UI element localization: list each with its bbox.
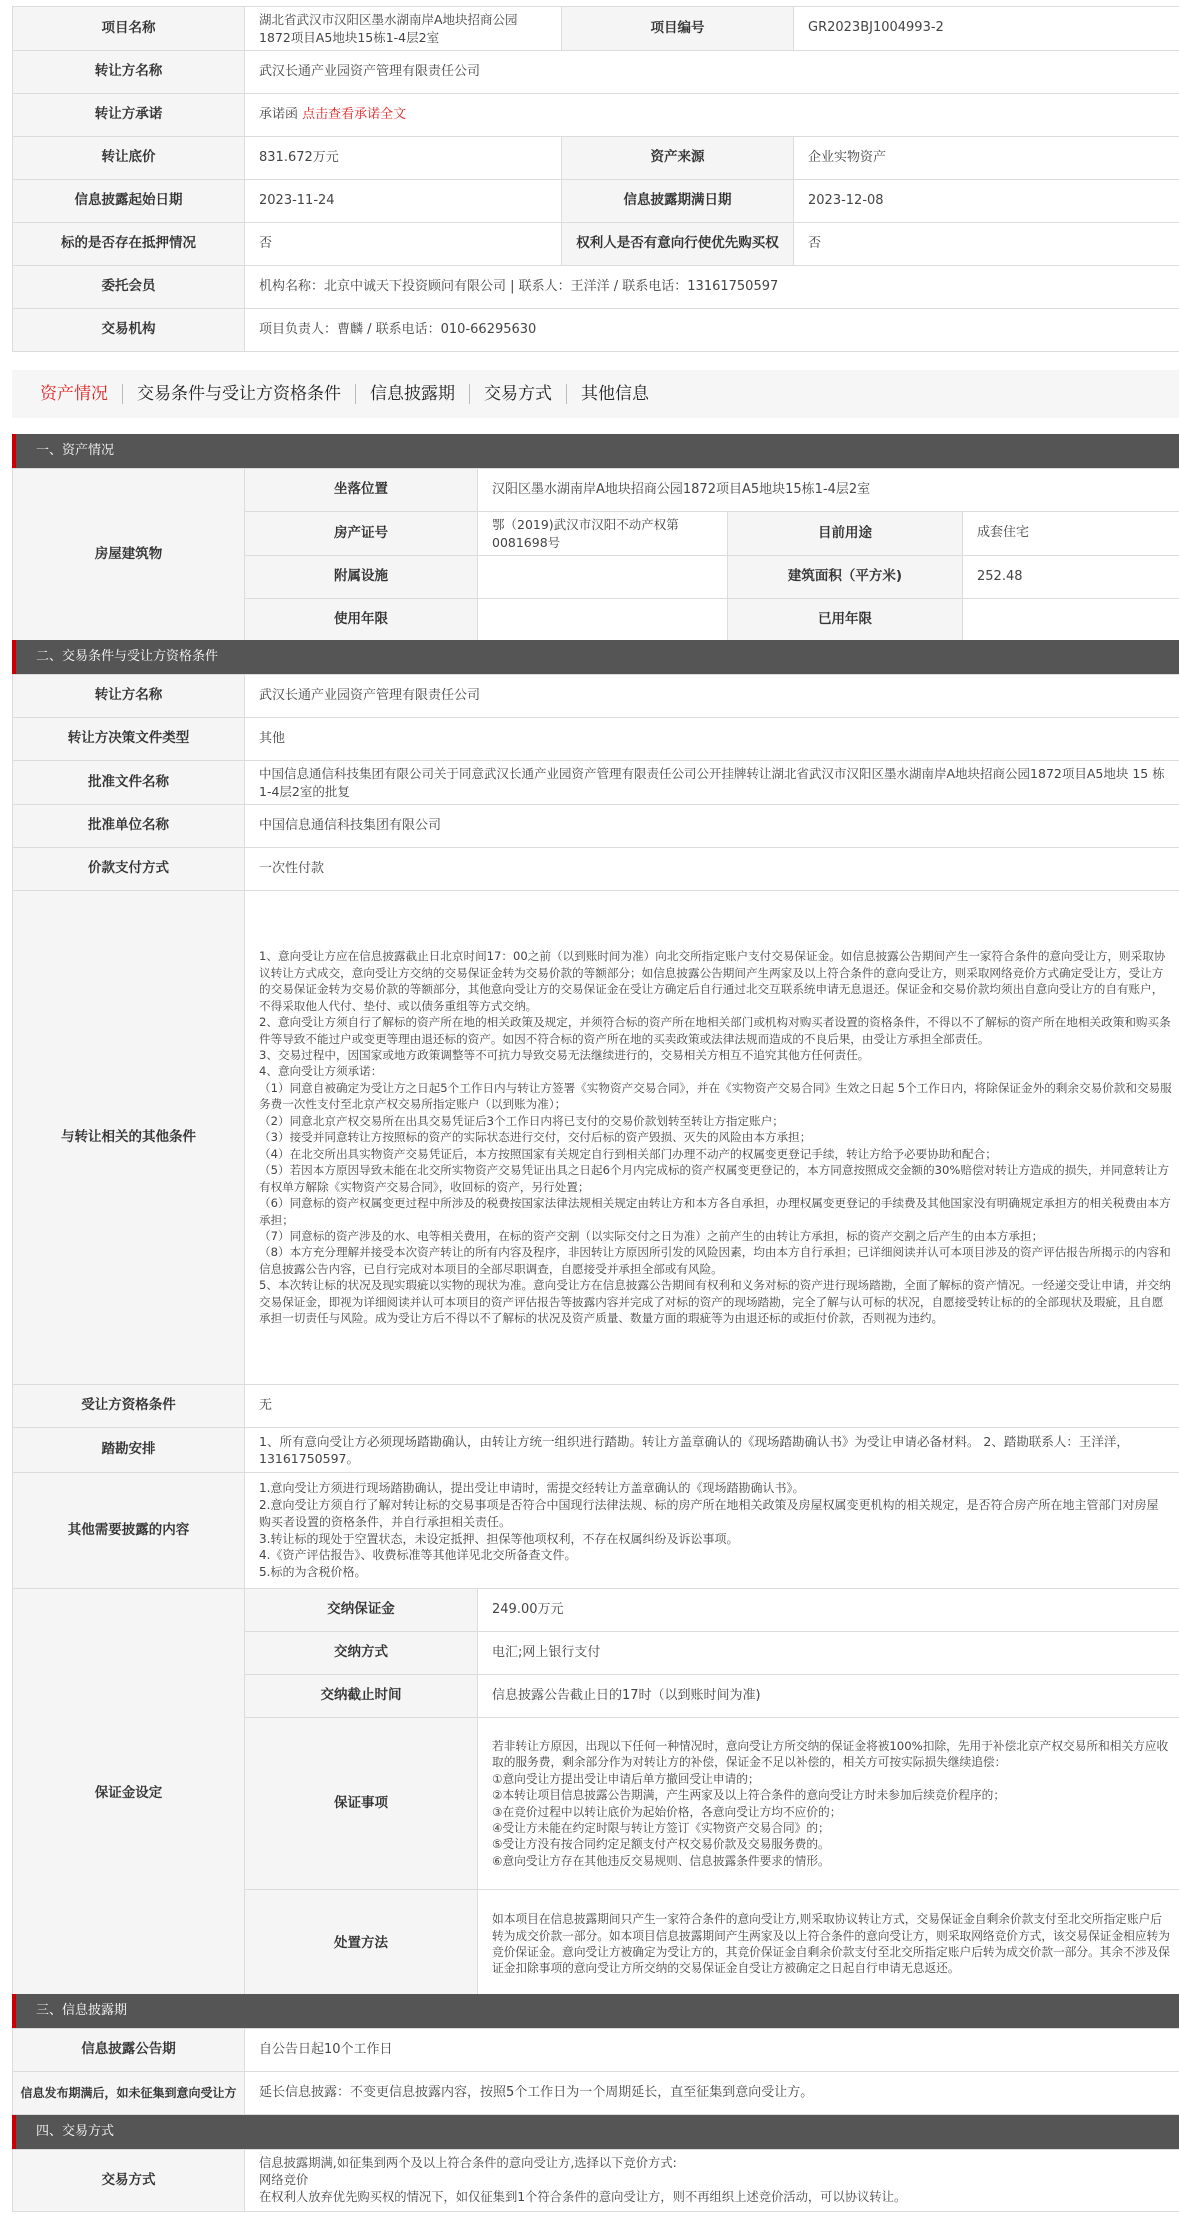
table-row bbox=[13, 891, 1179, 1385]
table-row bbox=[13, 805, 1179, 848]
usage-value: 成套住宅 bbox=[963, 512, 1179, 556]
disclosure-content-value: 1.意向受让方须进行现场踏勘确认，提出受让申请时，需提交经转让方盖章确认的《现场踏勘确认书》。 2.意向受让方须自行了解对转让标的交易事项是否符合中国现行法律法规、标的房产所在地相关政策及房屋权属变更机构的相关规定，是否符合房产所在地主管部门对房屋购买者设置的资格条件，并自行承担相关责任。 3.转让标的现处于空置状态，未设定抵押、担保等他项权利，不存在权属纠纷及诉讼事项。 4.《资产评估报告》、收费标准等其他详见北交所备查文件。 5.标的为含税价格。 bbox=[245, 1473, 1179, 1589]
deposit-amount-value: 249.00万元 bbox=[478, 1589, 1179, 1632]
qualification-label: 受让方资格条件 bbox=[13, 1385, 245, 1428]
trade-method-label: 交易方式 bbox=[13, 2150, 245, 2212]
disclosure-table bbox=[12, 2028, 1179, 2115]
no-buyer-value: 延长信息披露：不变更信息披露内容，按照5个工作日为一个周期延长，直至征集到意向受让方。 bbox=[245, 2072, 1179, 2115]
priority-right-label: 权利人是否有意向行使优先购买权 bbox=[562, 223, 794, 266]
table-row bbox=[13, 848, 1179, 891]
conditions-table bbox=[12, 674, 1179, 1999]
inspection-value: 1、所有意向受让方必须现场踏勘确认，由转让方统一组织进行踏勘。转让方盖章确认的《现场踏勘确认书》为受让申请必备材料。 2、踏勘联系人：王洋洋，13161750597。 bbox=[245, 1428, 1179, 1473]
deposit-way-value: 电汇;网上银行支付 bbox=[478, 1632, 1179, 1675]
decision-type-value: 其他 bbox=[245, 718, 1179, 761]
transferor-label: 转让方名称 bbox=[13, 51, 245, 94]
table-row bbox=[13, 137, 1179, 180]
facilities-value bbox=[478, 556, 728, 599]
table-row bbox=[13, 180, 1179, 223]
disclosure-start-label: 信息披露起始日期 bbox=[13, 180, 245, 223]
table-row bbox=[13, 2150, 1179, 2212]
deposit-deadline-value: 信息披露公告截止日的17时（以到账时间为准) bbox=[478, 1675, 1179, 1718]
table-row bbox=[13, 675, 1179, 718]
table-row bbox=[13, 1589, 1179, 1632]
disclosure-end-label: 信息披露期满日期 bbox=[562, 180, 794, 223]
qualification-value: 无 bbox=[245, 1385, 1179, 1428]
table-row bbox=[13, 1473, 1179, 1589]
cert-label: 房产证号 bbox=[245, 512, 478, 556]
usage-label: 目前用途 bbox=[728, 512, 963, 556]
service-life-label: 使用年限 bbox=[245, 599, 478, 642]
tab-disclosure[interactable]: 信息披露期 bbox=[355, 384, 469, 404]
trade-table bbox=[12, 2149, 1179, 2212]
disclosure-content-label: 其他需要披露的内容 bbox=[13, 1473, 245, 1589]
used-life-value bbox=[963, 599, 1179, 642]
project-name-label: 项目名称 bbox=[13, 7, 245, 51]
project-code-label: 项目编号 bbox=[562, 7, 794, 51]
service-life-value bbox=[478, 599, 728, 642]
cert-value: 鄂（2019)武汉市汉阳不动产权第0081698号 bbox=[478, 512, 728, 556]
disclosure-start-value: 2023-11-24 bbox=[245, 180, 562, 223]
table-row bbox=[13, 309, 1179, 352]
tab-other[interactable]: 其他信息 bbox=[566, 384, 663, 404]
guarantee-value: 若非转让方原因，出现以下任何一种情况时，意向受让方所交纳的保证金将被100%扣除，先用于补偿北京产权交易所和相关方应收取的服务费，剩余部分作为对转让方的补偿，保证金不足以补偿的，相关方可按实际损失继续追偿： ①意向受让方提出受让申请后单方撤回受让申请的； ②本转让项目信息披露公告期满，产生两家及以上符合条件的意向受让方时未参加后续竞价程序的； ③在竞价过程中以转让底价为起始价格，各意向受让方均不应价的； ④受让方未能在约定时限与转让方签订《实物资产交易合同》的； ⑤受让方没有按合同约定足额支付产权交易价款及交易服务费的。 ⑥意向受让方存在其他违反交易规则、信息披露条件要求的情形。 bbox=[478, 1718, 1179, 1890]
table-row bbox=[13, 1385, 1179, 1428]
priority-right-value: 否 bbox=[794, 223, 1179, 266]
base-price-value: 831.672万元 bbox=[245, 137, 562, 180]
project-name-value: 湖北省武汉市汉阳区墨水湖南岸A地块招商公园1872项目A5地块15栋1-4层2室 bbox=[245, 7, 562, 51]
payment-method-label: 价款支付方式 bbox=[13, 848, 245, 891]
table-row bbox=[13, 94, 1179, 137]
decision-type-label: 转让方决策文件类型 bbox=[13, 718, 245, 761]
deposit-amount-label: 交纳保证金 bbox=[245, 1589, 478, 1632]
approval-unit-label: 批准单位名称 bbox=[13, 805, 245, 848]
base-price-label: 转让底价 bbox=[13, 137, 245, 180]
mortgage-label: 标的是否存在抵押情况 bbox=[13, 223, 245, 266]
disposal-label: 处置方法 bbox=[245, 1890, 478, 1999]
approval-doc-label: 批准文件名称 bbox=[13, 761, 245, 805]
cond-transferor-value: 武汉长通产业园资产管理有限责任公司 bbox=[245, 675, 1179, 718]
payment-method-value: 一次性付款 bbox=[245, 848, 1179, 891]
disclosure-period-value: 自公告日起10个工作日 bbox=[245, 2029, 1179, 2072]
disposal-value: 如本项目在信息披露期间只产生一家符合条件的意向受让方,则采取协议转让方式，交易保证金自剩余价款支付至北交所指定账户后转为成交价款一部分。如本项目信息披露期间产生两家及以上符合条件的意向受让方，则采取网络竞价方式，该交易保证金相应转为竞价保证金。意向受让方被确定为受让方的，其竞价保证金自剩余价款支付至北交所指定账户后转为成交价款一部分。其余不涉及保证金扣除事项的意向受让方所交纳的交易保证金自受让方被确定之日起自行申请无息返还。 bbox=[478, 1890, 1179, 1999]
table-row bbox=[13, 1428, 1179, 1473]
deposit-deadline-label: 交纳截止时间 bbox=[245, 1675, 478, 1718]
no-buyer-label: 信息发布期满后，如未征集到意向受让方 bbox=[13, 2072, 245, 2115]
section-header-disclosure: 三、信息披露期 bbox=[12, 1994, 1179, 2028]
inspection-label: 踏勘安排 bbox=[13, 1428, 245, 1473]
commitment-label: 转让方承诺 bbox=[13, 94, 245, 137]
other-conditions-label: 与转让相关的其他条件 bbox=[13, 891, 245, 1385]
section-header-trade: 四、交易方式 bbox=[12, 2115, 1179, 2149]
project-info-table bbox=[12, 6, 1179, 352]
table-row bbox=[13, 266, 1179, 309]
approval-doc-value: 中国信息通信科技集团有限公司关于同意武汉长通产业园资产管理有限责任公司公开挂牌转让湖北省武汉市汉阳区墨水湖南岸A地块招商公园1872项目A5地块 15 栋 1-4层2室的批复 bbox=[245, 761, 1179, 805]
facilities-label: 附属设施 bbox=[245, 556, 478, 599]
institution-label: 交易机构 bbox=[13, 309, 245, 352]
table-row bbox=[13, 469, 1179, 512]
deposit-way-label: 交纳方式 bbox=[245, 1632, 478, 1675]
tab-conditions[interactable]: 交易条件与受让方资格条件 bbox=[122, 384, 355, 404]
table-row bbox=[13, 2072, 1179, 2115]
asset-table bbox=[12, 468, 1179, 642]
mortgage-value: 否 bbox=[245, 223, 562, 266]
table-row bbox=[13, 2029, 1179, 2072]
asset-source-label: 资产来源 bbox=[562, 137, 794, 180]
area-value: 252.48 bbox=[963, 556, 1179, 599]
section-tabs bbox=[12, 370, 1179, 418]
cond-transferor-label: 转让方名称 bbox=[13, 675, 245, 718]
trade-method-value: 信息披露期满,如征集到两个及以上符合条件的意向受让方,选择以下竞价方式: 网络竞价 在权利人放弃优先购买权的情况下，如仅征集到1个符合条件的意向受让方，则不再组织上述竞价活动，可以协议转让。 bbox=[245, 2150, 1179, 2212]
disclosure-end-value: 2023-12-08 bbox=[794, 180, 1179, 223]
institution-value: 项目负责人：曹麟 / 联系电话：010-66295630 bbox=[245, 309, 1179, 352]
location-label: 坐落位置 bbox=[245, 469, 478, 512]
tab-asset[interactable]: 资产情况 bbox=[40, 384, 108, 404]
table-row bbox=[13, 223, 1179, 266]
guarantee-label: 保证事项 bbox=[245, 1718, 478, 1890]
table-row bbox=[13, 718, 1179, 761]
commitment-text: 承诺函 bbox=[259, 106, 299, 122]
section-header-conditions: 二、交易条件与受让方资格条件 bbox=[12, 640, 1179, 674]
section-header-asset: 一、资产情况 bbox=[12, 434, 1179, 468]
other-conditions-value: 1、意向受让方应在信息披露截止日北京时间17：00之前（以到账时间为准）向北交所指定账户支付交易保证金。如信息披露公告期间产生一家符合条件的意向受让方，则采取协议转让方式成交，意向受让方交纳的交易保证金转为交易价款的等额部分；如信息披露公告期间产生两家及以上符合条件的意向受让方，则采取网络竞价方式确定受让方，受让方的交易保证金转为交易价款的等额部分，其他意向受让方的交易保证金在受让方确定后自行通过北交互联系统申请无息退还。保证金和交易价款均须出自意向受让方的自有账户，不得采取他人代付、垫付、或以债务重组等方式交纳。 2、意向受让方须自行了解标的资产所在地的相关政策及规定，并须符合标的资产所在地相关部门或机构对购买者设置的资格条件，不得以不了解标的资产所在地相关政策和购买条件等导致不能过户或变更等理由退还标的资产。如因不符合标的资产所在地的买卖政策或法律法规而造成的不良后果，由受让方承担全部责任。 3、交易过程中，因国家或地方政策调整等不可抗力导致交易无法继续进行的，交易相关方相互不追究其他方任何责任。 4、意向受让方须承诺： （1）同意自被确定为受让方之日起5个工作日内与转让方签署《实物资产交易合同》，并在《实物资产交易合同》生效之日起 5个工作日内，将除保证金外的剩余交易价款和交易服务费一次性支付至北京产权交易所指定账户（以到账为准）； （2）同意北京产权交易所在出具交易凭证后3个工作日内将已支付的交易价款划转至转让方指定账户； （3）接受并同意转让方按照标的资产的实际状态进行交付，交付后标的资产毁损、灭失的风险由本方承担； （4）在北交所出具实物资产交易凭证后，本方按照国家有关规定自行到相关部门办理不动产的权属变更登记手续，转让方给予必要协助和配合； （5）若因本方原因导致未能在北交所实物资产交易凭证出具之日起6个月内完成标的资产权属变更登记的，本方同意按照成交金额的30%赔偿对转让方造成的损失，并同意转让方有权单方解除《实物资产交易合同》，收回标的资产，另行处置； （6）同意标的资产权属变更过程中所涉及的税费按国家法律法规相关规定由转让方和本方各自承担，办理权属变更登记的手续费及其他国家没有明确规定承担方的相关税费由本方承担； （7）同意标的资产涉及的水、电等相关费用，在标的资产交割（以实际交付之日为准）之前产生的由转让方承担，标的资产交割之后产生的由本方承担； （8）本方充分理解并接受本次资产转让的所有内容及程序，非因转让方原因所引发的风险因素，均由本方自行承担；已详细阅读并认可本项目涉及的资产评估报告所揭示的内容和信息披露公告内容，已自行完成对本项目的全部尽职调查，自愿接受并承担全部或有风险。 5、本次转让标的状况及现实瑕疵以实物的现状为准。意向受让方在信息披露公告期间有权利和义务对标的资产进行现场踏勘，全面了解标的资产情况。一经递交受让申请，并交纳交易保证金，即视为详细阅读并认可本项目的资产评估报告等披露内容并完成了对标的资产的现场踏勘，完全了解与认可标的状况，自愿接受转让标的的全部现状及瑕疵，且自愿承担一切责任与风险。成为受让方后不得以不了解标的状况及资产质量、数量方面的瑕疵等为由退还标的或拒付价款，否则视为违约。 bbox=[245, 891, 1179, 1385]
asset-source-value: 企业实物资产 bbox=[794, 137, 1179, 180]
approval-unit-value: 中国信息通信科技集团有限公司 bbox=[245, 805, 1179, 848]
transferor-value: 武汉长通产业园资产管理有限责任公司 bbox=[245, 51, 1179, 94]
area-label: 建筑面积（平方米) bbox=[728, 556, 963, 599]
table-row bbox=[13, 51, 1179, 94]
project-code-value: GR2023BJ1004993-2 bbox=[794, 7, 1179, 51]
tab-trade-method[interactable]: 交易方式 bbox=[469, 384, 566, 404]
commitment-cell bbox=[245, 94, 1179, 137]
member-label: 委托会员 bbox=[13, 266, 245, 309]
table-row bbox=[13, 761, 1179, 805]
asset-group-label: 房屋建筑物 bbox=[13, 469, 245, 642]
table-row bbox=[13, 7, 1179, 51]
member-value: 机构名称：北京中诚天下投资顾问有限公司 | 联系人：王洋洋 / 联系电话：13161750597 bbox=[245, 266, 1179, 309]
deposit-group-label: 保证金设定 bbox=[13, 1589, 245, 1999]
used-life-label: 已用年限 bbox=[728, 599, 963, 642]
location-value: 汉阳区墨水湖南岸A地块招商公园1872项目A5地块15栋1-4层2室 bbox=[478, 469, 1179, 512]
disclosure-period-label: 信息披露公告期 bbox=[13, 2029, 245, 2072]
view-commitment-link[interactable]: 点击查看承诺全文 bbox=[302, 106, 407, 122]
